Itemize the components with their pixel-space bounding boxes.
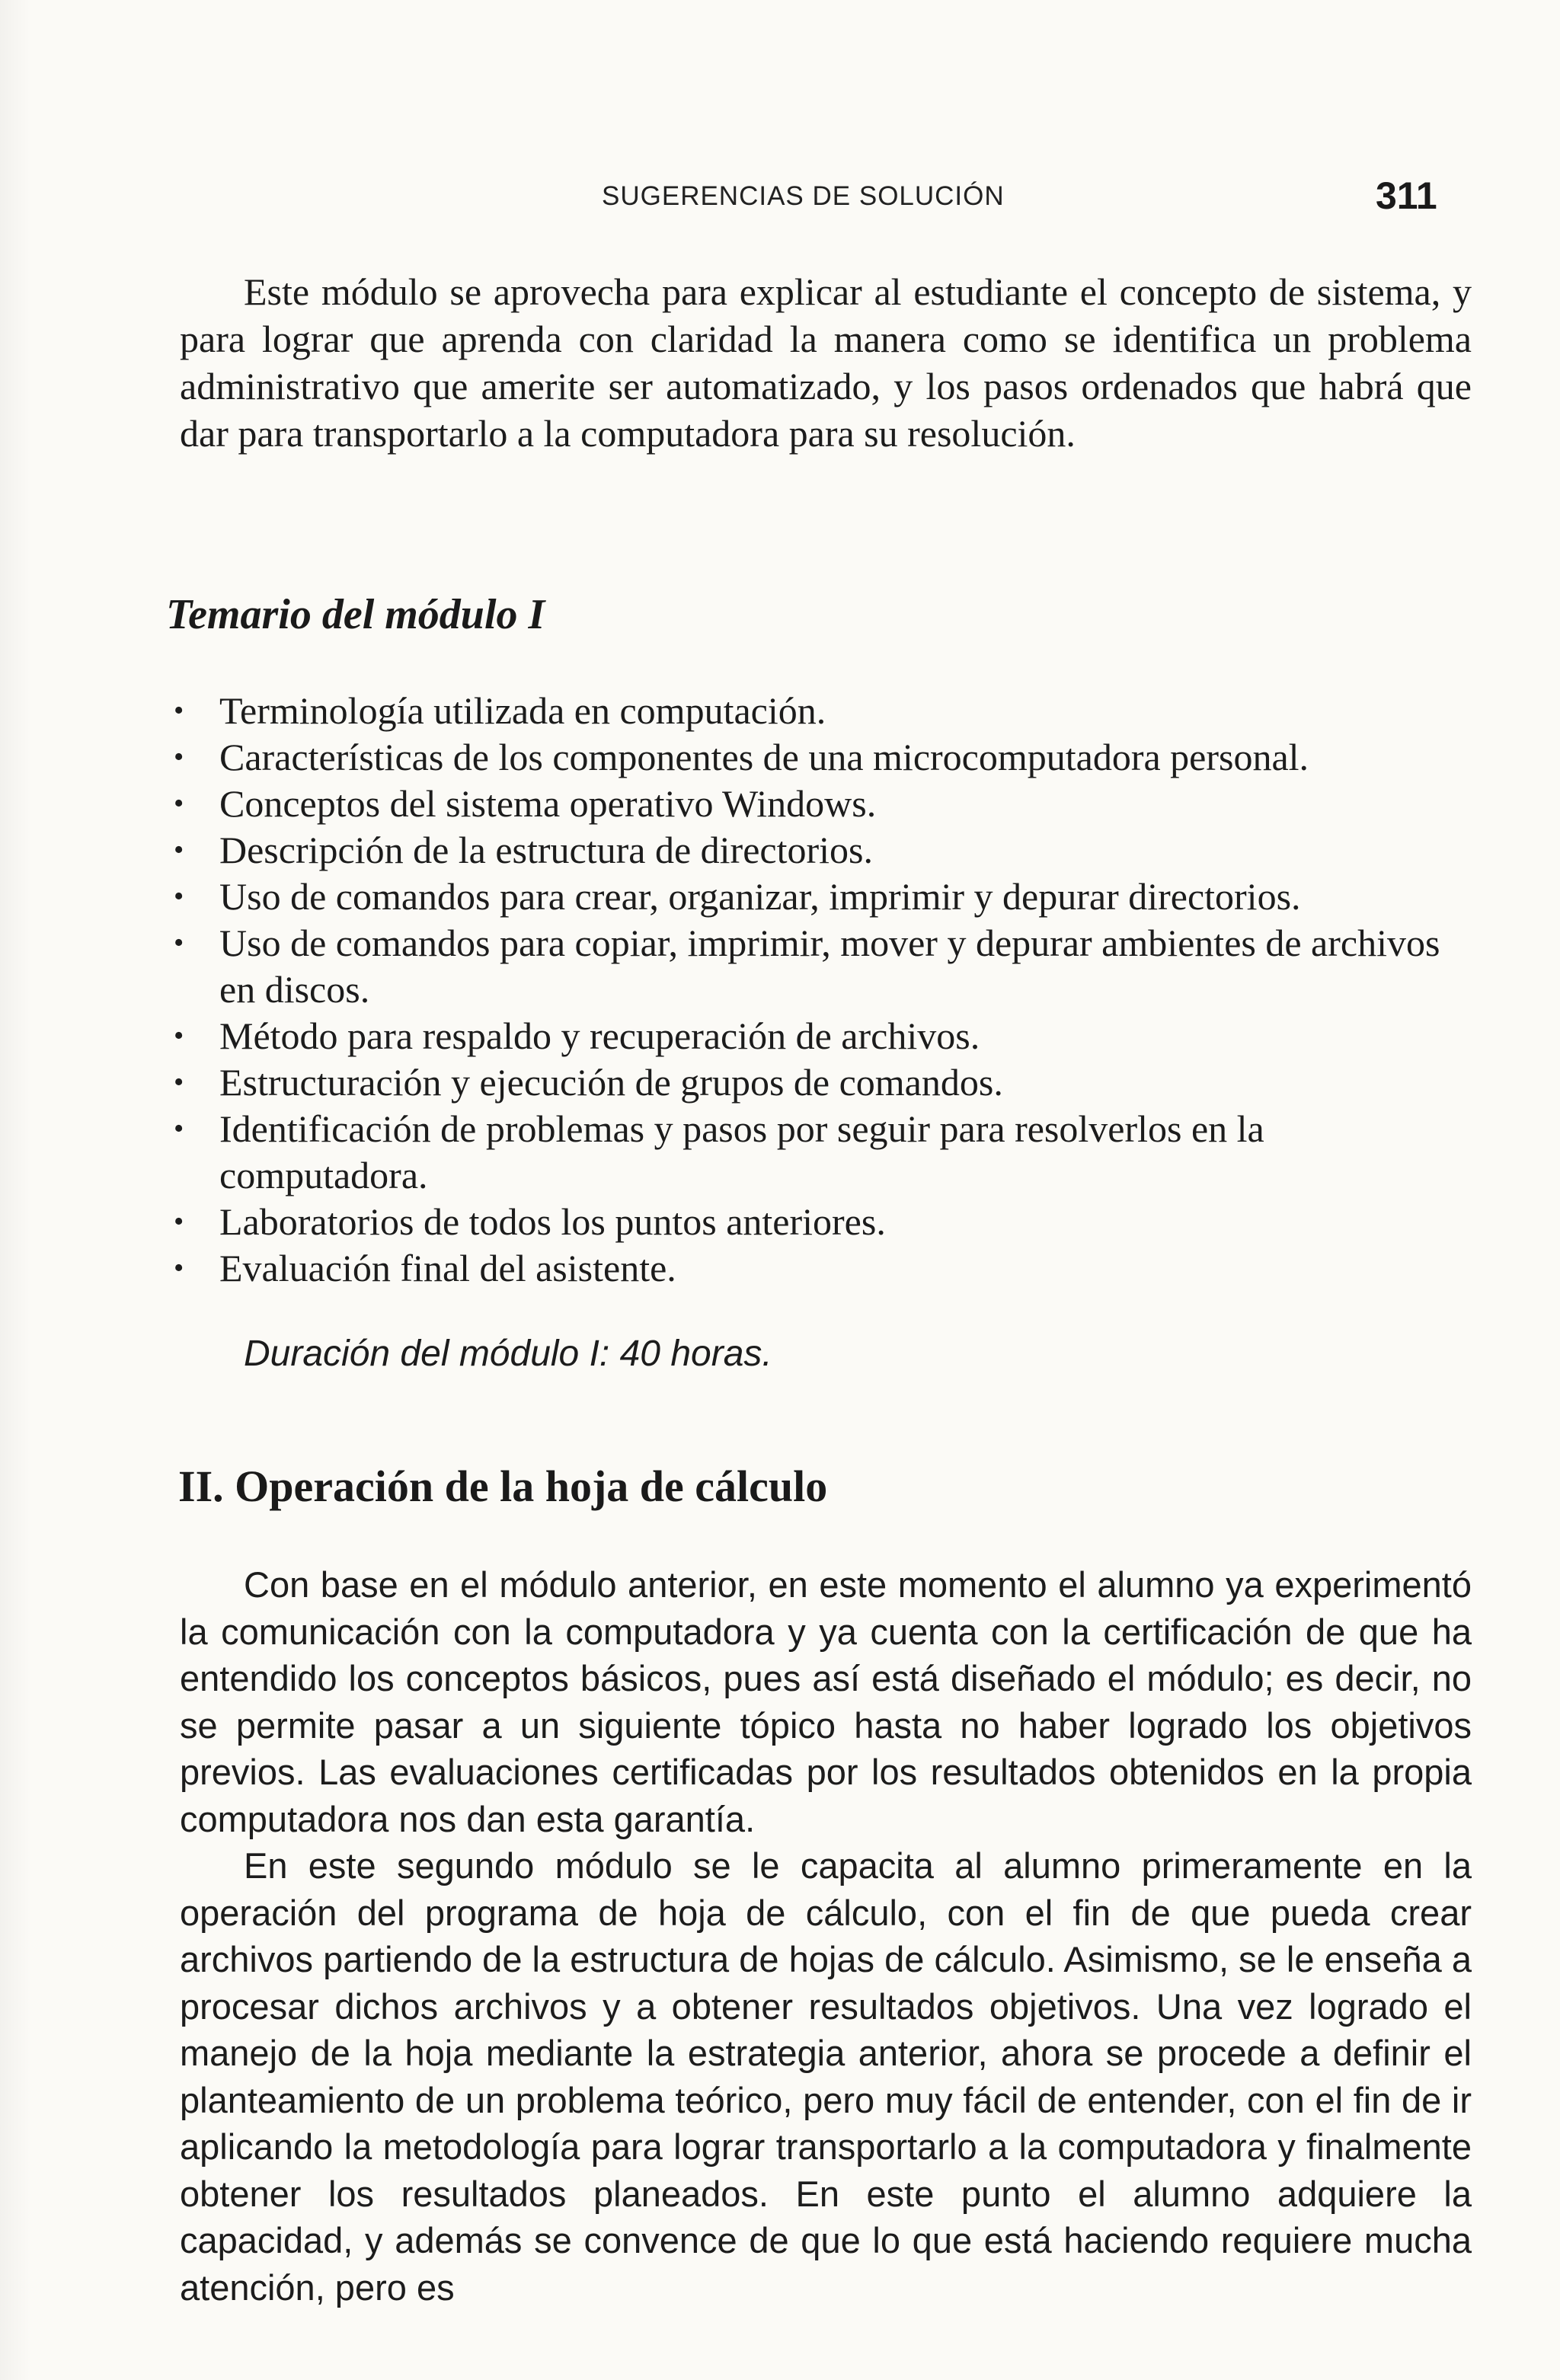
bullet-icon: • (174, 1113, 184, 1145)
paragraph: En este segundo módulo se le capacita al alumno primeramente en la operación del programa de hoja de cálculo, con el fin de que pueda crear archivos partiendo de la estructura de hojas de cálculo. Asimismo, se le enseña a procesar dichos archivos y a obtener resultados objetivos. Una vez logrado el manejo de la hoja mediante la estrategia anterior, ahora se procede a definir el planteamiento de un problema teórico, pero muy fácil de entender, con el fin de ir aplicando la metodología para lograr transportarlo a la computadora y finalmente obtener los resultados planeados. En este punto el alumno adquiere la capacidad, y además se convence de que lo que está haciendo requiere mucha atención, pero es (180, 1845, 1472, 2308)
topic-text: Uso de comandos para crear, organizar, imprimir y depurar directorios. (219, 875, 1301, 918)
list-item (168, 827, 1472, 874)
module-two-heading: II. Operación de la hoja de cálculo (178, 1462, 828, 1511)
topic-text: Terminología utilizada en computación. (219, 689, 826, 732)
bullet-icon: • (174, 695, 184, 727)
list-item (168, 688, 1472, 734)
topic-text: Características de los componentes de una microcomputadora personal. (219, 736, 1309, 778)
topic-list (168, 688, 1472, 1292)
bullet-icon: • (174, 1206, 184, 1238)
bullet-icon: • (174, 1252, 184, 1284)
list-item (168, 1013, 1472, 1059)
bullet-icon: • (174, 741, 184, 773)
topic-text: Uso de comandos para copiar, imprimir, mover y depurar ambientes de archivos en discos. (219, 922, 1440, 1011)
bullet-icon: • (174, 1020, 184, 1052)
intro-text (180, 268, 1472, 457)
topic-text: Estructuración y ejecución de grupos de comandos. (219, 1061, 1003, 1104)
bullet-icon: • (174, 880, 184, 912)
page-number: 311 (1376, 174, 1437, 217)
topic-text: Método para respaldo y recuperación de archivos. (219, 1014, 980, 1057)
list-item (168, 734, 1472, 781)
list-item (168, 1245, 1472, 1292)
intro-paragraph: Este módulo se aprovecha para explicar al estudiante el concepto de sistema, y para lograr que aprenda con claridad la manera como se identifica un problema administrativo que amerite ser automatizado, y los pasos ordenados que habrá que dar para transportarlo a la computadora para su resolución. (180, 270, 1472, 455)
list-item (168, 1199, 1472, 1245)
running-head: SUGERENCIAS DE SOLUCIÓN (602, 181, 1005, 211)
bullet-icon: • (174, 927, 184, 959)
list-item (168, 1059, 1472, 1106)
module-two-text (180, 1561, 1472, 2311)
module-one-heading: Temario del módulo I (166, 591, 545, 638)
topic-text: Conceptos del sistema operativo Windows. (219, 782, 877, 825)
paragraph: Con base en el módulo anterior, en este momento el alumno ya experimentó la comunicación con la computadora y ya cuenta con la certificación de que ha entendido los conceptos básicos, pues así está diseñado el módulo; es decir, no se permite pasar a un siguiente tópico hasta no haber logrado los objetivos previos. Las evaluaciones certificadas por los resultados obtenidos en la propia computadora nos dan esta garantía. (180, 1564, 1472, 1839)
topic-text: Evaluación final del asistente. (219, 1247, 676, 1289)
bullet-icon: • (174, 834, 184, 866)
list-item (168, 920, 1472, 1013)
bullet-icon: • (174, 1066, 184, 1098)
list-item (168, 1106, 1472, 1199)
bullet-icon: • (174, 787, 184, 819)
topic-text: Identificación de problemas y pasos por seguir para resolverlos en la computadora. (219, 1107, 1264, 1196)
module-duration: Duración del módulo I: 40 horas. (244, 1334, 772, 1374)
list-item (168, 781, 1472, 827)
topic-text: Laboratorios de todos los puntos anteriores. (219, 1200, 886, 1243)
topic-text: Descripción de la estructura de directorios. (219, 829, 873, 871)
list-item (168, 874, 1472, 920)
